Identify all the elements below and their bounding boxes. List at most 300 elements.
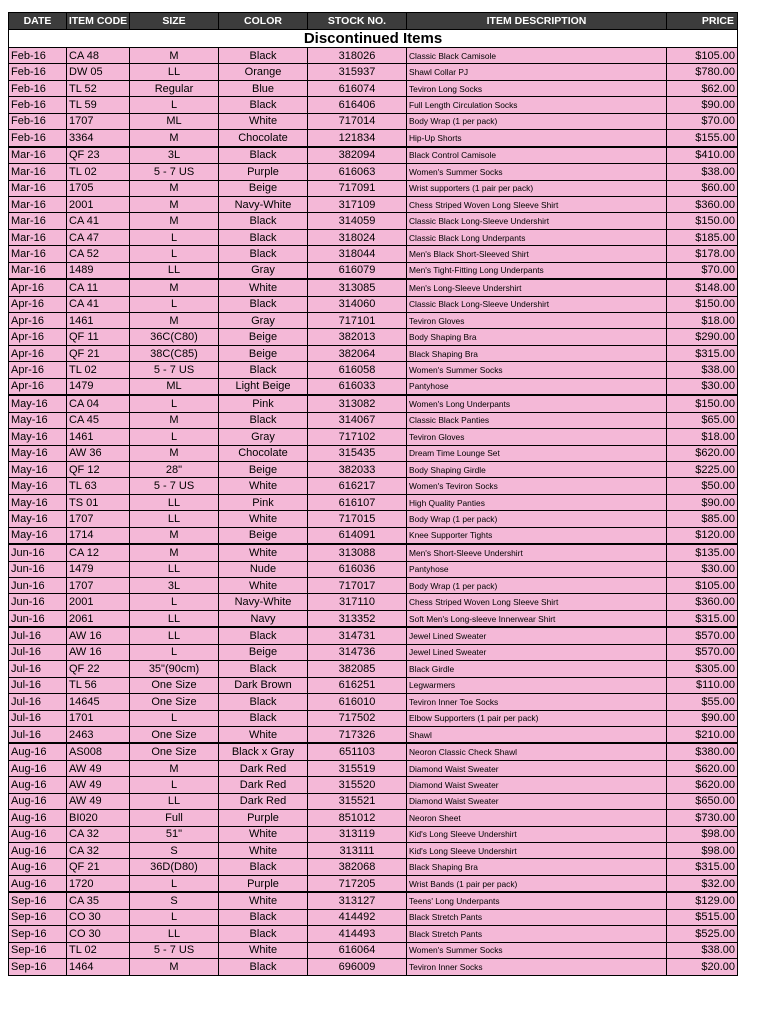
stock-no-cell: 313088 xyxy=(308,544,407,561)
stock-no-cell: 614091 xyxy=(308,527,407,544)
size-cell: 36D(D80) xyxy=(130,859,219,875)
date-cell: Sep-16 xyxy=(9,909,67,925)
color-cell: Black xyxy=(219,661,308,677)
item-description-cell: Diamond Waist Sweater xyxy=(407,793,667,809)
size-cell: L xyxy=(130,395,219,412)
item-code-cell: CA 45 xyxy=(67,412,130,428)
item-description-cell: Men's Short-Sleeve Undershirt xyxy=(407,544,667,561)
item-code-cell: CA 35 xyxy=(67,892,130,909)
stock-no-cell: 315435 xyxy=(308,445,407,461)
size-cell: One Size xyxy=(130,726,219,743)
item-code-cell: 2463 xyxy=(67,726,130,743)
table-row xyxy=(9,130,738,147)
date-cell: Aug-16 xyxy=(9,743,67,760)
table-row xyxy=(9,527,738,544)
price-cell: $85.00 xyxy=(667,511,738,527)
table-row xyxy=(9,362,738,378)
color-cell: Gray xyxy=(219,313,308,329)
table-row xyxy=(9,296,738,312)
item-description-cell: Elbow Supporters (1 pair per pack) xyxy=(407,710,667,726)
stock-no-cell: 414493 xyxy=(308,926,407,942)
stock-no-cell: 717017 xyxy=(308,578,407,594)
size-cell: LL xyxy=(130,793,219,809)
size-cell: S xyxy=(130,843,219,859)
color-cell: Black xyxy=(219,213,308,229)
date-cell: Aug-16 xyxy=(9,859,67,875)
price-cell: $90.00 xyxy=(667,494,738,510)
price-cell: $90.00 xyxy=(667,97,738,113)
table-row xyxy=(9,909,738,925)
stock-no-cell: 121834 xyxy=(308,130,407,147)
price-cell: $780.00 xyxy=(667,64,738,80)
color-cell: White xyxy=(219,478,308,494)
size-cell: S xyxy=(130,892,219,909)
size-cell: M xyxy=(130,48,219,64)
date-cell: Feb-16 xyxy=(9,113,67,129)
date-cell: Aug-16 xyxy=(9,875,67,892)
table-row xyxy=(9,511,738,527)
color-cell: Navy xyxy=(219,610,308,627)
size-cell: M xyxy=(130,279,219,296)
item-description-cell: Hip-Up Shorts xyxy=(407,130,667,147)
date-cell: Jun-16 xyxy=(9,594,67,610)
price-cell: $62.00 xyxy=(667,80,738,96)
stock-no-cell: 317110 xyxy=(308,594,407,610)
item-code-cell: AS008 xyxy=(67,743,130,760)
stock-no-cell: 616010 xyxy=(308,694,407,710)
size-cell: M xyxy=(130,544,219,561)
date-cell: Mar-16 xyxy=(9,180,67,196)
item-code-cell: AW 36 xyxy=(67,445,130,461)
stock-no-cell: 314736 xyxy=(308,644,407,660)
table-row xyxy=(9,461,738,477)
table-row xyxy=(9,262,738,279)
item-description-cell: Soft Men's Long-sleeve Innerwear Shirt xyxy=(407,610,667,627)
item-code-cell: CA 12 xyxy=(67,544,130,561)
size-cell: L xyxy=(130,777,219,793)
item-code-cell: QF 21 xyxy=(67,345,130,361)
date-cell: Mar-16 xyxy=(9,164,67,180)
stock-no-cell: 717101 xyxy=(308,313,407,329)
table-row xyxy=(9,610,738,627)
price-cell: $150.00 xyxy=(667,296,738,312)
item-code-cell: CA 04 xyxy=(67,395,130,412)
color-cell: Beige xyxy=(219,527,308,544)
item-description-cell: Classic Black Long-Sleeve Undershirt xyxy=(407,296,667,312)
stock-no-cell: 382094 xyxy=(308,147,407,164)
table-row xyxy=(9,677,738,693)
item-description-cell: Women's Summer Socks xyxy=(407,164,667,180)
item-description-cell: Shawl xyxy=(407,726,667,743)
table-row xyxy=(9,760,738,776)
price-cell: $50.00 xyxy=(667,478,738,494)
item-code-cell: CA 48 xyxy=(67,48,130,64)
color-cell: Black xyxy=(219,710,308,726)
item-code-cell: TS 01 xyxy=(67,494,130,510)
item-code-cell: TL 02 xyxy=(67,942,130,958)
price-cell: $120.00 xyxy=(667,527,738,544)
stock-no-cell: 314060 xyxy=(308,296,407,312)
date-cell: Aug-16 xyxy=(9,777,67,793)
size-cell: 51" xyxy=(130,826,219,842)
table-row xyxy=(9,777,738,793)
date-cell: Feb-16 xyxy=(9,80,67,96)
item-code-cell: TL 52 xyxy=(67,80,130,96)
color-cell: Black x Gray xyxy=(219,743,308,760)
price-cell: $155.00 xyxy=(667,130,738,147)
table-body xyxy=(9,48,738,976)
header-row xyxy=(9,13,738,30)
date-cell: Jul-16 xyxy=(9,694,67,710)
stock-no-cell: 717091 xyxy=(308,180,407,196)
stock-no-cell: 314731 xyxy=(308,627,407,644)
item-code-cell: 2001 xyxy=(67,196,130,212)
size-cell: LL xyxy=(130,561,219,577)
item-description-cell: Full Length Circulation Socks xyxy=(407,97,667,113)
size-cell: M xyxy=(130,527,219,544)
table-row xyxy=(9,544,738,561)
table-row xyxy=(9,578,738,594)
stock-no-cell: 616079 xyxy=(308,262,407,279)
stock-no-cell: 313082 xyxy=(308,395,407,412)
item-code-cell: 1720 xyxy=(67,875,130,892)
date-cell: Aug-16 xyxy=(9,826,67,842)
date-cell: Mar-16 xyxy=(9,262,67,279)
table-row xyxy=(9,793,738,809)
price-cell: $570.00 xyxy=(667,627,738,644)
size-cell: M xyxy=(130,445,219,461)
date-cell: Aug-16 xyxy=(9,793,67,809)
stock-no-cell: 616251 xyxy=(308,677,407,693)
size-cell: 5 - 7 US xyxy=(130,478,219,494)
item-code-cell: CO 30 xyxy=(67,909,130,925)
stock-no-cell: 314067 xyxy=(308,412,407,428)
color-cell: Black xyxy=(219,246,308,262)
stock-no-cell: 717205 xyxy=(308,875,407,892)
date-cell: Apr-16 xyxy=(9,313,67,329)
color-cell: Orange xyxy=(219,64,308,80)
price-cell: $135.00 xyxy=(667,544,738,561)
table-row xyxy=(9,743,738,760)
date-cell: Mar-16 xyxy=(9,147,67,164)
item-description-cell: Men's Tight-Fitting Long Underpants xyxy=(407,262,667,279)
color-cell: White xyxy=(219,892,308,909)
table-row xyxy=(9,875,738,892)
date-cell: Apr-16 xyxy=(9,279,67,296)
color-cell: Black xyxy=(219,97,308,113)
item-description-cell: Black Control Camisole xyxy=(407,147,667,164)
size-cell: L xyxy=(130,246,219,262)
stock-no-cell: 315520 xyxy=(308,777,407,793)
price-cell: $650.00 xyxy=(667,793,738,809)
item-description-cell: Classic Black Long Underpants xyxy=(407,229,667,245)
items-table xyxy=(8,12,738,976)
size-cell: L xyxy=(130,296,219,312)
item-code-cell: 1489 xyxy=(67,262,130,279)
table-row xyxy=(9,378,738,395)
price-cell: $110.00 xyxy=(667,677,738,693)
table-row xyxy=(9,395,738,412)
item-code-cell: CA 47 xyxy=(67,229,130,245)
table-row xyxy=(9,926,738,942)
date-cell: Jul-16 xyxy=(9,644,67,660)
stock-no-cell: 382013 xyxy=(308,329,407,345)
size-cell: M xyxy=(130,213,219,229)
size-cell: L xyxy=(130,229,219,245)
date-cell: Jun-16 xyxy=(9,561,67,577)
date-cell: Sep-16 xyxy=(9,926,67,942)
size-cell: LL xyxy=(130,64,219,80)
size-cell: 3L xyxy=(130,578,219,594)
date-cell: Sep-16 xyxy=(9,892,67,909)
price-cell: $305.00 xyxy=(667,661,738,677)
color-cell: Dark Red xyxy=(219,777,308,793)
item-code-cell: 1707 xyxy=(67,511,130,527)
item-description-cell: Body Wrap (1 per pack) xyxy=(407,113,667,129)
color-cell: White xyxy=(219,726,308,743)
item-code-cell: 1707 xyxy=(67,113,130,129)
size-cell: L xyxy=(130,909,219,925)
table-row xyxy=(9,147,738,164)
color-cell: Beige xyxy=(219,345,308,361)
color-cell: Gray xyxy=(219,429,308,445)
table-row xyxy=(9,810,738,826)
item-description-cell: Neoron Sheet xyxy=(407,810,667,826)
price-cell: $90.00 xyxy=(667,710,738,726)
price-cell: $150.00 xyxy=(667,213,738,229)
stock-no-cell: 717014 xyxy=(308,113,407,129)
item-description-cell: Classic Black Long-Sleeve Undershirt xyxy=(407,213,667,229)
item-description-cell: Black Girdle xyxy=(407,661,667,677)
item-code-cell: TL 56 xyxy=(67,677,130,693)
item-description-cell: Wrist supporters (1 pair per pack) xyxy=(407,180,667,196)
size-cell: 5 - 7 US xyxy=(130,942,219,958)
stock-no-cell: 382068 xyxy=(308,859,407,875)
date-cell: Aug-16 xyxy=(9,760,67,776)
color-cell: Pink xyxy=(219,494,308,510)
price-cell: $65.00 xyxy=(667,412,738,428)
price-cell: $360.00 xyxy=(667,196,738,212)
stock-no-cell: 616217 xyxy=(308,478,407,494)
stock-no-cell: 851012 xyxy=(308,810,407,826)
item-code-cell: 2001 xyxy=(67,594,130,610)
date-cell: May-16 xyxy=(9,494,67,510)
item-code-cell: 2061 xyxy=(67,610,130,627)
item-description-cell: Classic Black Panties xyxy=(407,412,667,428)
color-cell: Navy-White xyxy=(219,594,308,610)
color-cell: Chocolate xyxy=(219,130,308,147)
date-cell: May-16 xyxy=(9,461,67,477)
table-row xyxy=(9,661,738,677)
size-cell: LL xyxy=(130,511,219,527)
date-cell: Sep-16 xyxy=(9,942,67,958)
table-row xyxy=(9,478,738,494)
item-description-cell: Kid's Long Sleeve Undershirt xyxy=(407,826,667,842)
color-cell: Pink xyxy=(219,395,308,412)
item-code-cell: 1705 xyxy=(67,180,130,196)
item-code-cell: AW 49 xyxy=(67,793,130,809)
col-header-item-code: ITEM CODE xyxy=(67,13,130,30)
table-row xyxy=(9,445,738,461)
item-description-cell: Teviron Inner Toe Socks xyxy=(407,694,667,710)
color-cell: Nude xyxy=(219,561,308,577)
table-row xyxy=(9,313,738,329)
item-code-cell: AW 49 xyxy=(67,777,130,793)
size-cell: ML xyxy=(130,113,219,129)
size-cell: One Size xyxy=(130,694,219,710)
item-description-cell: Women's Teviron Socks xyxy=(407,478,667,494)
item-description-cell: Pantyhose xyxy=(407,561,667,577)
stock-no-cell: 313111 xyxy=(308,843,407,859)
stock-no-cell: 414492 xyxy=(308,909,407,925)
item-description-cell: Body Wrap (1 per pack) xyxy=(407,511,667,527)
col-header-price: PRICE xyxy=(667,13,738,30)
size-cell: 3L xyxy=(130,147,219,164)
item-code-cell: CA 11 xyxy=(67,279,130,296)
item-code-cell: TL 02 xyxy=(67,164,130,180)
table-row xyxy=(9,429,738,445)
date-cell: Mar-16 xyxy=(9,196,67,212)
stock-no-cell: 313085 xyxy=(308,279,407,296)
date-cell: Feb-16 xyxy=(9,130,67,147)
color-cell: Black xyxy=(219,296,308,312)
price-cell: $105.00 xyxy=(667,578,738,594)
price-cell: $185.00 xyxy=(667,229,738,245)
price-cell: $18.00 xyxy=(667,313,738,329)
date-cell: Jul-16 xyxy=(9,661,67,677)
date-cell: Jun-16 xyxy=(9,578,67,594)
date-cell: Aug-16 xyxy=(9,810,67,826)
item-code-cell: CA 32 xyxy=(67,843,130,859)
color-cell: White xyxy=(219,843,308,859)
date-cell: Jul-16 xyxy=(9,677,67,693)
date-cell: Mar-16 xyxy=(9,229,67,245)
price-cell: $129.00 xyxy=(667,892,738,909)
color-cell: Navy-White xyxy=(219,196,308,212)
price-cell: $148.00 xyxy=(667,279,738,296)
color-cell: Dark Red xyxy=(219,760,308,776)
price-cell: $620.00 xyxy=(667,777,738,793)
color-cell: Chocolate xyxy=(219,445,308,461)
table-row xyxy=(9,164,738,180)
price-cell: $178.00 xyxy=(667,246,738,262)
size-cell: 5 - 7 US xyxy=(130,362,219,378)
table-row xyxy=(9,48,738,64)
item-code-cell: QF 22 xyxy=(67,661,130,677)
item-description-cell: Jewel Lined Sweater xyxy=(407,644,667,660)
color-cell: Black xyxy=(219,147,308,164)
price-cell: $620.00 xyxy=(667,760,738,776)
table-row xyxy=(9,412,738,428)
color-cell: Dark Brown xyxy=(219,677,308,693)
item-code-cell: 1707 xyxy=(67,578,130,594)
stock-no-cell: 616036 xyxy=(308,561,407,577)
price-cell: $225.00 xyxy=(667,461,738,477)
col-header-color: COLOR xyxy=(219,13,308,30)
item-code-cell: CA 52 xyxy=(67,246,130,262)
item-description-cell: Teens' Long Underpants xyxy=(407,892,667,909)
table-row xyxy=(9,279,738,296)
item-code-cell: QF 11 xyxy=(67,329,130,345)
price-cell: $290.00 xyxy=(667,329,738,345)
date-cell: May-16 xyxy=(9,412,67,428)
item-description-cell: Legwarmers xyxy=(407,677,667,693)
stock-no-cell: 616406 xyxy=(308,97,407,113)
item-code-cell: AW 16 xyxy=(67,644,130,660)
date-cell: Apr-16 xyxy=(9,329,67,345)
stock-no-cell: 315519 xyxy=(308,760,407,776)
table-row xyxy=(9,942,738,958)
price-cell: $620.00 xyxy=(667,445,738,461)
item-description-cell: Women's Long Underpants xyxy=(407,395,667,412)
item-code-cell: 14645 xyxy=(67,694,130,710)
item-code-cell: AW 49 xyxy=(67,760,130,776)
stock-no-cell: 651103 xyxy=(308,743,407,760)
price-cell: $570.00 xyxy=(667,644,738,660)
size-cell: LL xyxy=(130,262,219,279)
table-row xyxy=(9,843,738,859)
table-row xyxy=(9,594,738,610)
table-row xyxy=(9,345,738,361)
price-cell: $315.00 xyxy=(667,345,738,361)
price-cell: $730.00 xyxy=(667,810,738,826)
size-cell: M xyxy=(130,196,219,212)
date-cell: Jun-16 xyxy=(9,544,67,561)
item-description-cell: Jewel Lined Sweater xyxy=(407,627,667,644)
color-cell: White xyxy=(219,511,308,527)
col-header-date: DATE xyxy=(9,13,67,30)
color-cell: Beige xyxy=(219,329,308,345)
price-cell: $315.00 xyxy=(667,859,738,875)
price-cell: $410.00 xyxy=(667,147,738,164)
table-row xyxy=(9,113,738,129)
size-cell: Full xyxy=(130,810,219,826)
price-cell: $515.00 xyxy=(667,909,738,925)
price-cell: $20.00 xyxy=(667,959,738,975)
date-cell: May-16 xyxy=(9,478,67,494)
item-description-cell: Body Shaping Girdle xyxy=(407,461,667,477)
table-row xyxy=(9,180,738,196)
item-description-cell: Teviron Long Socks xyxy=(407,80,667,96)
stock-no-cell: 318044 xyxy=(308,246,407,262)
date-cell: May-16 xyxy=(9,395,67,412)
stock-no-cell: 318026 xyxy=(308,48,407,64)
date-cell: Jul-16 xyxy=(9,710,67,726)
color-cell: White xyxy=(219,942,308,958)
price-cell: $98.00 xyxy=(667,843,738,859)
date-cell: May-16 xyxy=(9,445,67,461)
color-cell: White xyxy=(219,544,308,561)
color-cell: Light Beige xyxy=(219,378,308,395)
item-description-cell: Diamond Waist Sweater xyxy=(407,760,667,776)
size-cell: LL xyxy=(130,627,219,644)
date-cell: May-16 xyxy=(9,429,67,445)
table-row xyxy=(9,329,738,345)
color-cell: Beige xyxy=(219,180,308,196)
size-cell: L xyxy=(130,97,219,113)
price-cell: $70.00 xyxy=(667,262,738,279)
stock-no-cell: 717102 xyxy=(308,429,407,445)
stock-no-cell: 382085 xyxy=(308,661,407,677)
title-row xyxy=(9,30,738,48)
stock-no-cell: 313127 xyxy=(308,892,407,909)
date-cell: Feb-16 xyxy=(9,48,67,64)
item-description-cell: Black Shaping Bra xyxy=(407,345,667,361)
color-cell: Black xyxy=(219,412,308,428)
price-cell: $60.00 xyxy=(667,180,738,196)
item-description-cell: Diamond Waist Sweater xyxy=(407,777,667,793)
table-row xyxy=(9,229,738,245)
